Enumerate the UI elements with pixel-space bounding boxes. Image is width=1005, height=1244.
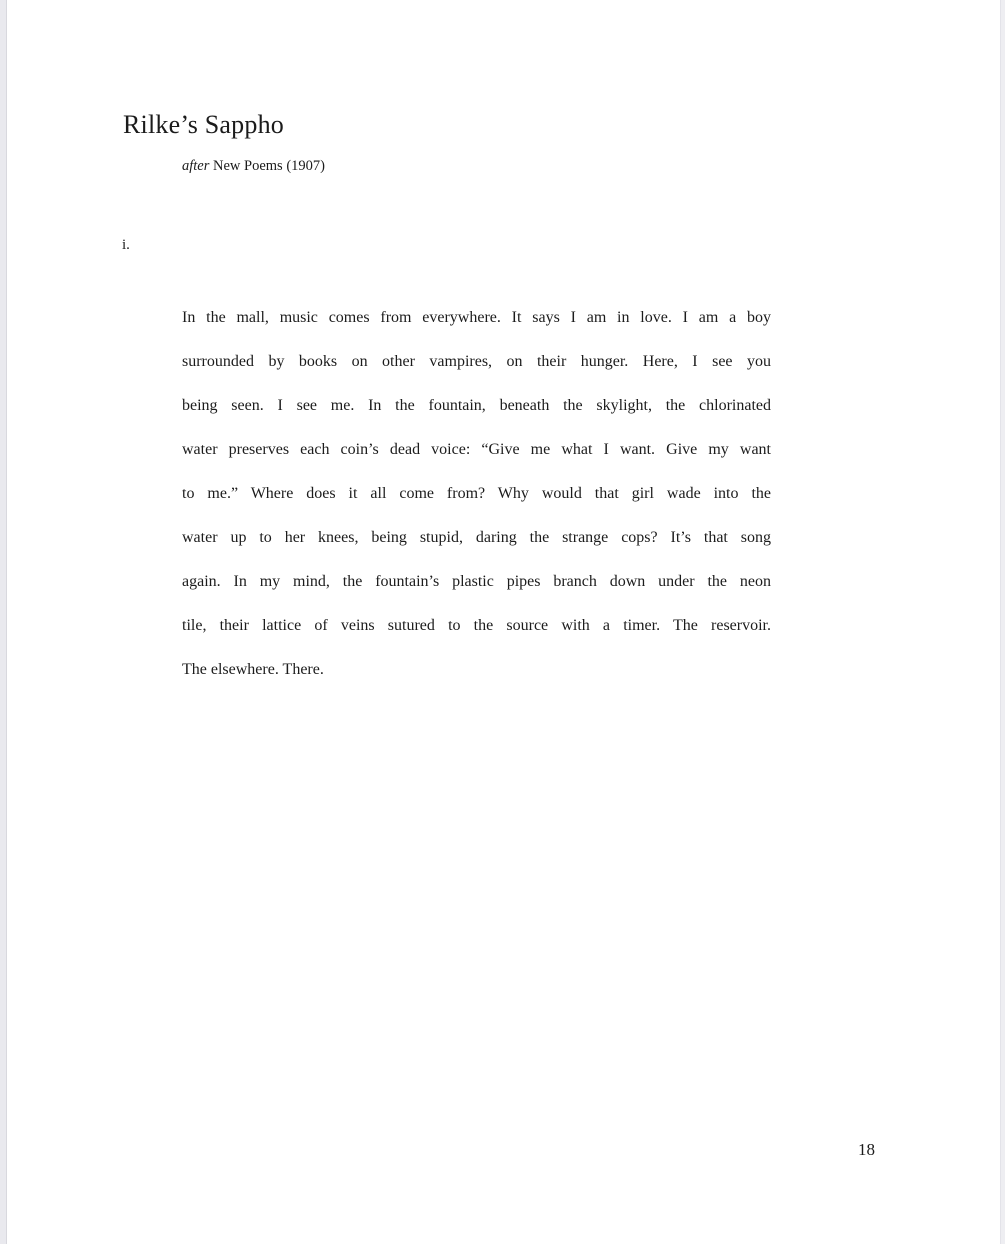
poem-line: again. In my mind, the fountain’s plastic pipes branch down under the neon (182, 573, 771, 590)
poem-line: to me.” Where does it all come from? Why would that girl wade into the (182, 485, 771, 502)
poem-epigraph (182, 158, 325, 175)
page-number: 18 (858, 1140, 875, 1159)
page-right-edge (1000, 0, 1005, 1244)
poem-line: The elsewhere. There. (182, 661, 324, 678)
page-left-edge (0, 0, 7, 1244)
section-numeral: i. (122, 237, 130, 253)
poem-line: being seen. I see me. In the fountain, beneath the skylight, the chlorinated (182, 397, 771, 414)
poem-line: tile, their lattice of veins sutured to the source with a timer. The reservoir. (182, 617, 771, 634)
poem-title: Rilke’s Sappho (123, 110, 284, 139)
poem-line: water preserves each coin’s dead voice: “Give me what I want. Give my want (182, 441, 771, 458)
poem-line: surrounded by books on other vampires, on their hunger. Here, I see you (182, 353, 771, 370)
poem-line: water up to her knees, being stupid, daring the strange cops? It’s that song (182, 529, 771, 546)
epigraph-attribution-rest: New Poems (1907) (209, 158, 325, 174)
epigraph-attribution-italic: after (182, 158, 210, 174)
poem-body (182, 296, 771, 692)
poem-line: In the mall, music comes from everywhere. It says I am in love. I am a boy (182, 309, 771, 326)
